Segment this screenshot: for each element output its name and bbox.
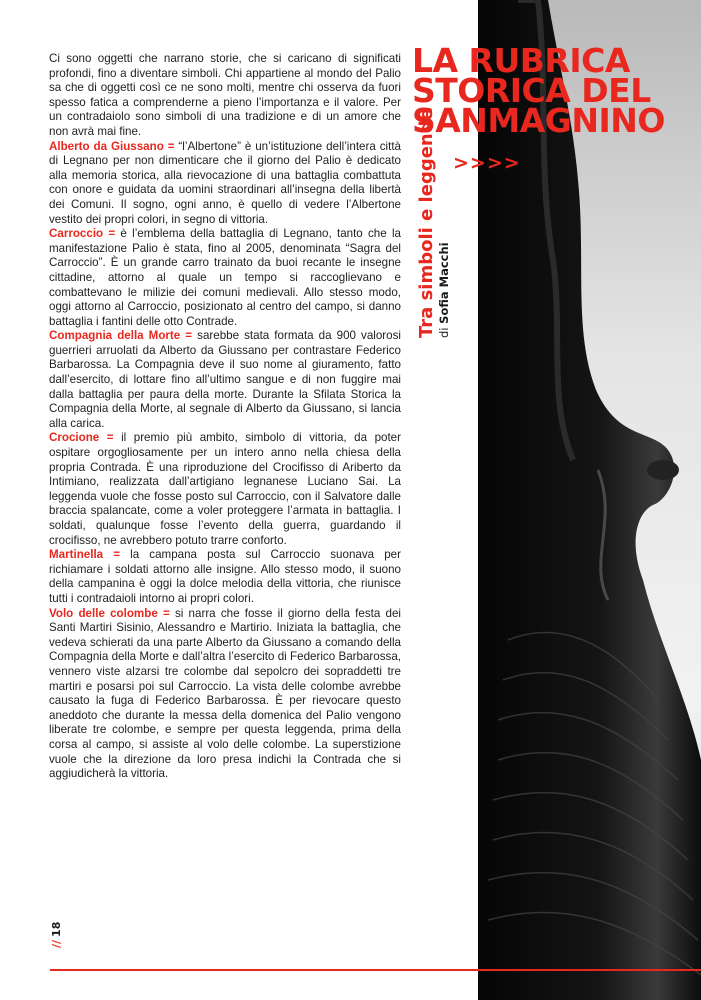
entry-paragraph (49, 431, 401, 548)
entry-text: si narra che fosse il giorno della festa dei Santi Martiri Sisinio, Alessandro e Martirio. Iniziata la battaglia, che vedeva schierati da una parte Alberto da Giussano a comando della Compagnia della Morte e dall’altra l’esercito di Federico Barbarossa, vennero viste alzarsi tre colombe dal sepolcro dei sopraddetti tre martiri e posarsi poi sul Carroccio. La vista delle colombe avrebbe causato la fuga di Federico Barbarossa. È per rievocare questo aneddoto che durante la messa della domenica del Palio vengono liberate tre colombe, e sempre per questa leggenda, prima della corsa al campo, si assiste al volo delle colombe. La superstizione vuole che la direzione da loro presa indichi la Contrada che si aggiudicherà la vittoria. (49, 606, 401, 781)
title-line-3: SANMAGNINO (412, 101, 665, 140)
entry-text: “l’Albertone” è un’istituzione dell’intera città di Legnano per non dimenticare che il giorno del Palio è dedicato alla memoria storica, alla rievocazione di una battaglia combattuta con onore e guidata da uomini straordinari all’insegna della libertà dei Comuni. Il sogno, ogni anno, è quello di vedere l’Albertone vestito dei propri colori, in segno di vittoria. (49, 139, 401, 226)
article-body (49, 52, 401, 782)
entry-paragraph (49, 548, 401, 606)
entry-text: sarebbe stata formata da 900 valorosi guerrieri arruolati da Alberto da Giussano per contrastare Federico Barbarossa. La Compagnia deve il suo nome al giuramento, fatto dall’esercito, di lottare fino all’ultimo sangue e di non fuggire mai dalla battaglia per paura della morte. Durante la Sfilata Storica la Compagnia della Morte, al segnale di Alberto da Giussano, si lancia alla carica. (49, 329, 401, 430)
page-slashes: // (50, 939, 63, 948)
title-line-2: STORICA DEL (412, 71, 651, 110)
entry-term: Volo delle colombe = (49, 606, 170, 620)
entry-paragraph (49, 227, 401, 329)
entry-paragraph (49, 607, 401, 782)
entry-term: Crocione = (49, 431, 114, 445)
entry-paragraph (49, 140, 401, 228)
intro-paragraph: Ci sono oggetti che narrano storie, che si caricano di significati profondi, fino a diventare simboli. Chi appartiene al mondo del Palio sa che di oggetti così ce ne sono molti, mentre chi osserva da fuori spesso fatica a comprenderne a pieno l’importanza e il valore. Per un contradaiolo sono simboli di una tradizione e di un amore che non avrà mai fine. (49, 52, 401, 138)
entry-term: Carroccio = (49, 227, 116, 241)
page-number (50, 922, 63, 948)
author-prefix: di (437, 327, 451, 338)
entry-term: Martinella = (49, 548, 121, 562)
entry-text: il premio più ambito, simbolo di vittoria, da poter ospitare orgogliosamente per un intero anno nella chiesa della propria Contrada. È una riproduzione del Crocifisso di Ariberto da Intimiano, realizzata dall’artigiano legnanese Luciano Sai. La leggenda vuole che fosse posto sul Carroccio, con il Salvatore dalle braccia spalancate, come a voler proteggere l’armata in battaglia. I soldati, qualunque fosse l’evento della guerra, guardando il crocifisso, ne avrebbero potuto trarre conforto. (49, 431, 401, 547)
statue-photo (478, 0, 701, 1000)
subtitle: Tra simboli e leggende (416, 108, 437, 338)
statue-photo-art (478, 0, 701, 1000)
title-block (412, 41, 701, 140)
entry-term: Alberto da Giussano = (49, 139, 175, 153)
footer-rule (50, 969, 701, 971)
author-line (437, 108, 452, 338)
entry-text: la campana posta sul Carroccio suonava per richiamare i soldati attorno alle insigne. Allo stesso modo, il suono della campanina è oggi la dolce melodia della vittoria, che riunisce tutti i contradaioli intorno ai propri colori. (49, 548, 401, 605)
vertical-subtitle-block (416, 108, 452, 338)
page-number-value: 18 (50, 921, 63, 937)
page-title (412, 41, 701, 140)
title-line-1: LA RUBRICA (412, 41, 630, 80)
entry-text: è l’emblema della battaglia di Legnano, tanto che la manifestazione Palio è stata, fino al 2005, denominata “Sagra del Carroccio”. È un grande carro trainato da buoi recante le insegne cittadine, attorno al quale un tempo si raccoglievano e combattevano le milizie dei comuni medievali. Allo stesso modo, oggi attorno al Carroccio, posizionato al centro del campo, si danno battaglia i fantini delle otto Contrade. (49, 227, 401, 328)
entry-term: Compagnia della Morte = (49, 329, 193, 343)
entry-paragraph (49, 329, 401, 431)
author-name: Sofia Macchi (437, 242, 451, 324)
arrows-decoration: >>>> (453, 152, 521, 174)
